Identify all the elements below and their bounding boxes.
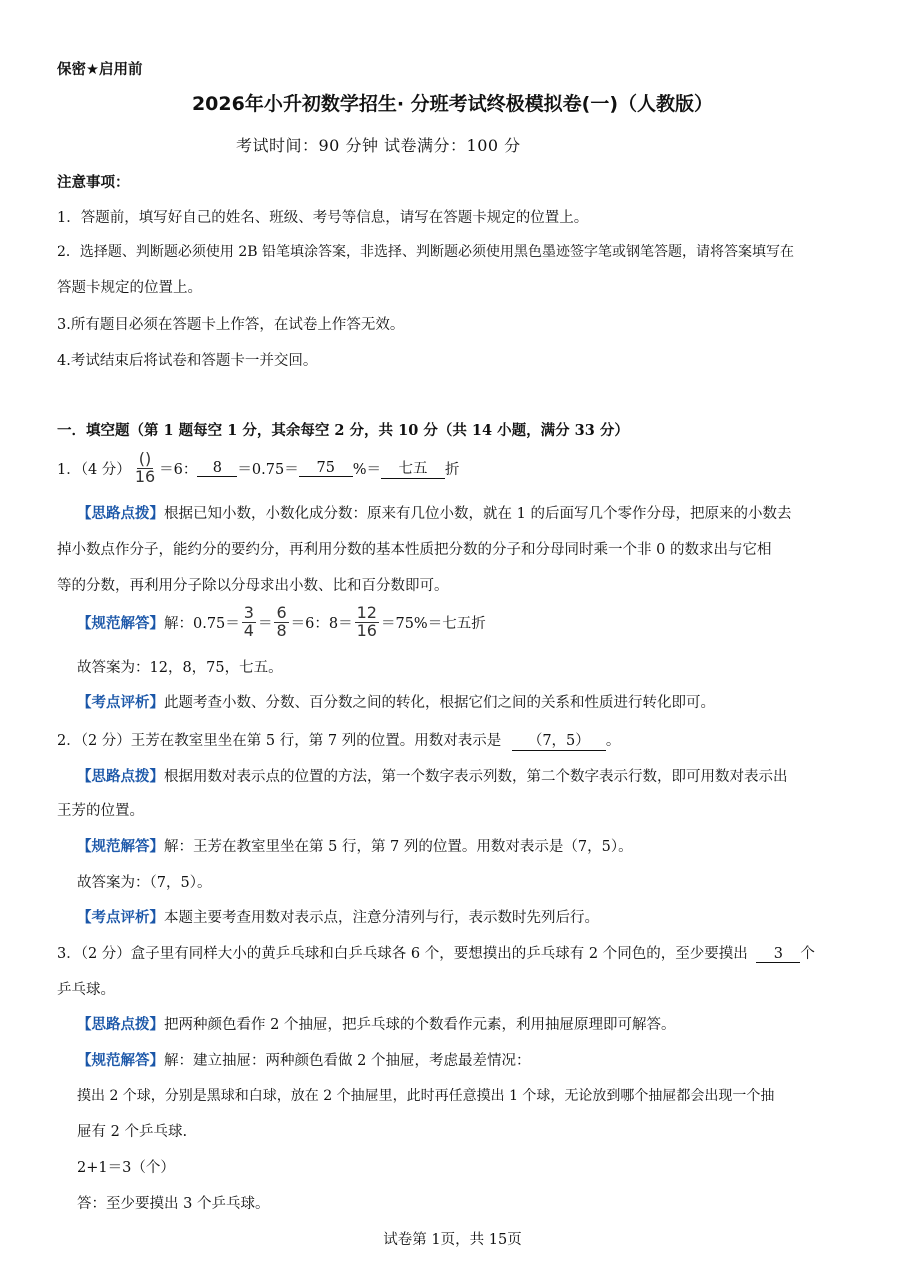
exam-info: 考试时间：90 分钟 试卷满分：100 分 [236, 136, 521, 155]
q3-solution [77, 1049, 530, 1070]
notice-item-1: 1．答题前，填写好自己的姓名、班级、考号等信息，请写在答题卡规定的位置上。 [57, 210, 589, 226]
q3-sol-tag: 【规范解答】 [77, 1052, 164, 1069]
notice-item-2-cont: 答题卡规定的位置上。 [57, 280, 202, 296]
notice-item-3: 3.所有题目必须在答题卡上作答，在试卷上作答无效。 [57, 317, 405, 333]
q3-answer: 答：至少要摸出 3 个乒乓球。 [77, 1196, 270, 1212]
q1-answer: 故答案为：12，8，75，七五。 [77, 660, 283, 676]
q1-sol-frac-3-den: 16 [356, 620, 377, 640]
q1-prefix: 1．（4 分） [57, 461, 131, 478]
q1-blank-2: 75 [299, 460, 353, 477]
notice-item-4: 4.考试结束后将试卷和答题卡一并交回。 [57, 353, 318, 369]
q1-eval-tag: 【考点评析】 [77, 694, 164, 711]
q2-blank: （7，5） [512, 729, 606, 751]
confidential-label: 保密★启用前 [57, 62, 143, 78]
question-3-stem [57, 942, 815, 963]
q1-eq2: ＝0.75＝ [237, 461, 299, 478]
q2-sol-text: 解：王芳在教室里坐在第 5 行，第 7 列的位置。用数对表示是（7，5）。 [164, 839, 633, 855]
q1-hint-line-1 [77, 502, 791, 523]
q3-hint [77, 1013, 675, 1034]
q2-hint-line-1 [77, 765, 788, 786]
q1-hint-line-3: 等的分数，再利用分子除以分母求出小数、比和百分数即可。 [57, 578, 449, 594]
q2-answer: 故答案为：（7，5）。 [77, 875, 212, 891]
notice-heading: 注意事项： [57, 175, 130, 191]
q3-stem-text: 3．（2 分）盒子里有同样大小的黄乒乓球和白乒乓球各 6 个，要想摸出的乒乓球有 2 个同色的，至少要摸出 [57, 946, 748, 962]
q1-hint-text-1: 根据已知小数，小数化成分数：原来有几位小数，就在 1 的后面写几个零作分母，把原来的小数去 [164, 506, 792, 522]
q1-evaluation [77, 691, 715, 712]
q2-hint-text-1: 根据用数对表示点的位置的方法，第一个数字表示列数，第二个数字表示行数，即可用数对表示出 [164, 769, 788, 785]
q2-hint-tag: 【思路点拨】 [77, 768, 164, 785]
q1-eq4: 折 [444, 461, 460, 478]
q2-eval-tag: 【考点评析】 [77, 909, 164, 926]
q1-frac-denominator: 16 [134, 466, 156, 486]
q1-sol-c: ＝6：8＝ [290, 615, 353, 632]
q2-eval-text: 本题主要考查用数对表示点，注意分清列与行，表示数时先列后行。 [164, 910, 599, 926]
q2-solution [77, 835, 633, 856]
q2-end: 。 [605, 733, 621, 749]
q1-hint-line-2: 掉小数点作分子，能约分的要约分，再利用分数的基本性质把分数的分子和分母同时乘一个非 0 的数求出与它相 [57, 542, 772, 558]
q1-sol-frac-3-num: 12 [356, 602, 377, 622]
q1-sol-frac-2 [274, 602, 288, 640]
q1-sol-a: 解：0.75＝ [164, 615, 240, 632]
q3-sol-line-2: 屉有 2 个乒乓球. [77, 1124, 188, 1140]
notice-item-2: 2．选择题、判断题必须使用 2B 铅笔填涂答案，非选择、判断题必须使用黑色墨迹签字笔或钢笔答题，请将答案填写在 [57, 244, 794, 260]
q1-sol-frac-2-den: 8 [276, 620, 287, 640]
q2-hint-line-2: 王芳的位置。 [57, 803, 144, 819]
q1-sol-tag: 【规范解答】 [77, 614, 164, 632]
q3-stem-cont: 乒乓球。 [57, 982, 115, 998]
q1-sol-d: ＝75%＝七五折 [380, 615, 486, 632]
q1-eq3: %＝ [352, 461, 381, 478]
q1-sol-frac-3 [355, 602, 379, 640]
q1-eq1: ＝6： [159, 461, 198, 478]
q3-hint-tag: 【思路点拨】 [77, 1016, 164, 1033]
section-heading: 一．填空题（第 1 题每空 1 分，其余每空 2 分，共 10 分（共 14 小题，满分 33 分） [57, 422, 629, 439]
q3-sol-line-1: 摸出 2 个球，分别是黑球和白球，放在 2 个抽屉里，此时再任意摸出 1 个球，无论放到哪个抽屉都会出现一个抽 [77, 1088, 775, 1104]
page-title: 2026年小升初数学招生· 分班考试终极模拟卷(一)（人教版） [191, 93, 714, 115]
q1-eval-text: 此题考查小数、分数、百分数之间的转化，根据它们之间的关系和性质进行转化即可。 [164, 695, 715, 711]
q1-blank-3: 七五 [381, 457, 445, 479]
q3-calc: 2+1＝3（个） [77, 1160, 175, 1176]
q1-blank-1: 8 [197, 460, 237, 477]
q1-solution [77, 600, 486, 644]
q3-sol-text: 解：建立抽屉：两种颜色看做 2 个抽屉，考虑最差情况： [164, 1053, 531, 1069]
question-1-stem [57, 446, 459, 490]
q1-sol-frac-1-den: 4 [243, 620, 254, 640]
q3-end: 个 [800, 946, 815, 962]
q2-sol-tag: 【规范解答】 [77, 838, 164, 855]
q3-hint-text: 把两种颜色看作 2 个抽屉，把乒乓球的个数看作元素，利用抽屉原理即可解答。 [164, 1017, 676, 1033]
q1-sol-b: ＝ [257, 615, 273, 632]
q3-blank: 3 [756, 946, 800, 963]
q1-frac-numerator: () [138, 448, 152, 468]
question-2-stem [57, 729, 620, 751]
q1-hint-tag: 【思路点拨】 [77, 505, 164, 522]
q1-sol-frac-1 [242, 602, 256, 640]
q2-evaluation [77, 906, 599, 927]
q2-stem-text: 2．（2 分）王芳在教室里坐在第 5 行，第 7 列的位置。用数对表示是 [57, 733, 502, 749]
page-footer: 试卷第 1页，共 15页 [383, 1232, 522, 1248]
q1-sol-frac-2-num: 6 [276, 602, 287, 622]
q1-sol-frac-1-num: 3 [243, 602, 254, 622]
q1-fraction [133, 448, 157, 486]
